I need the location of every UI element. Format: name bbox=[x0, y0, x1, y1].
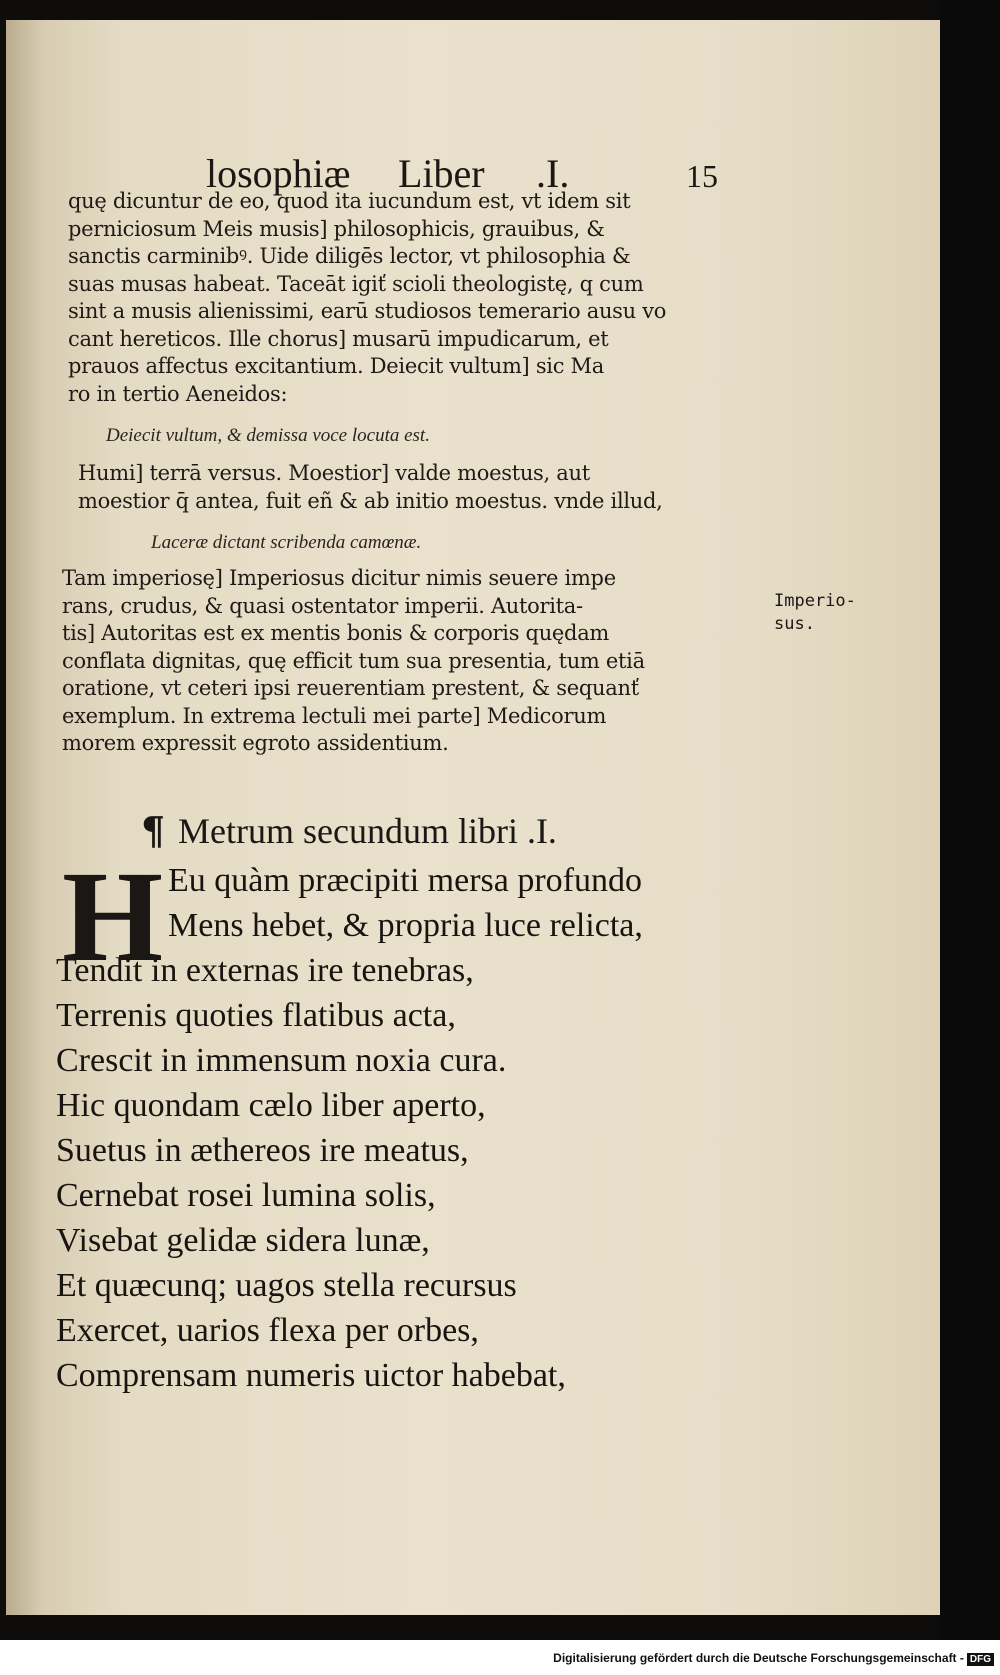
commentary-line: moestior q̄ antea, fuit eñ & ab initio moestus. vnde illud, bbox=[78, 488, 663, 513]
quotation-camoenae: Laceræ dictant scribenda camœnæ. bbox=[151, 532, 422, 553]
commentary-line: conflata dignitas, quę efficit tum sua presentia, tum etiā bbox=[62, 648, 645, 673]
commentary-block-middle bbox=[78, 460, 768, 515]
commentary-block-top bbox=[68, 188, 758, 408]
verse-line: Eu quàm præcipiti mersa profundo bbox=[168, 862, 643, 899]
marginal-note-line: Imperio- bbox=[774, 591, 856, 611]
verse-line: Et quæcunq; uagos stella recursus bbox=[56, 1267, 517, 1304]
commentary-line: oratione, vt ceteri ipsi reuerentiam prestent, & sequanť bbox=[62, 676, 639, 700]
header-title-part: losophiæ bbox=[206, 151, 351, 196]
commentary-line: tis] Autoritas est ex mentis bonis & corporis quędam bbox=[62, 621, 610, 645]
verse-line: Mens hebet, & propria luce relicta, bbox=[168, 907, 643, 944]
drop-capital: H bbox=[62, 845, 164, 989]
book-edge bbox=[940, 0, 1000, 1640]
credit-text: Digitalisierung gefördert durch die Deutsche Forschungsgemeinschaft - bbox=[553, 1651, 964, 1665]
commentary-line: Tam imperiosę] Imperiosus dicitur nimis seuere impe bbox=[62, 566, 616, 590]
marginal-note-line: sus. bbox=[774, 614, 815, 634]
page-number: 15 bbox=[686, 158, 718, 194]
commentary-line: cant hereticos. Ille chorus] musarū impudicarum, et bbox=[68, 326, 609, 351]
commentary-line: suas musas habeat. Taceāt igiť scioli theologistę, q cum bbox=[68, 271, 644, 296]
header-liber: Liber bbox=[398, 151, 485, 196]
commentary-line: rans, crudus, & quasi ostentator imperii. Autorita- bbox=[62, 593, 583, 618]
marginal-note bbox=[774, 590, 856, 636]
quotation-vergil: Deiecit vultum, & demissa voce locuta est. bbox=[106, 425, 430, 446]
verse-line: Hic quondam cælo liber aperto, bbox=[56, 1087, 486, 1124]
verse-line: Exercet, uarios flexa per orbes, bbox=[56, 1312, 479, 1349]
commentary-block-bottom bbox=[62, 565, 752, 758]
commentary-line: ro in tertio Aeneidos: bbox=[68, 381, 288, 406]
verse-line: Visebat gelidæ sidera lunæ, bbox=[56, 1222, 430, 1259]
pilcrow-mark: ¶ bbox=[141, 808, 166, 853]
book-page bbox=[6, 20, 940, 1615]
verse-line: Suetus in æthereos ire meatus, bbox=[56, 1132, 469, 1169]
digitization-credit bbox=[553, 1651, 994, 1666]
verse-line: Tendit in externas ire tenebras, bbox=[56, 952, 474, 989]
verse-line: Comprensam numeris uictor habebat, bbox=[56, 1357, 566, 1394]
verse-opening bbox=[56, 858, 776, 948]
commentary-line: quę dicuntur de eo, quod ita iucundum est, vt idem sit bbox=[68, 189, 631, 213]
verse-body bbox=[56, 948, 776, 1398]
commentary-line: sanctis carminibꝰ. Uide diligēs lector, vt philosophia & bbox=[68, 244, 631, 268]
commentary-line: sint a musis alienissimi, earū studiosos temerario ausu vo bbox=[68, 299, 667, 323]
verse-line: Crescit in immensum noxia cura. bbox=[56, 1042, 507, 1079]
commentary-line: perniciosum Meis musis] philosophicis, grauibus, & bbox=[68, 216, 605, 241]
header-book-number: .I. bbox=[536, 151, 570, 196]
dfg-logo: DFG bbox=[967, 1653, 994, 1666]
commentary-line: Humi] terrā versus. Moestior] valde moestus, aut bbox=[78, 461, 590, 485]
verse-line: Terrenis quoties flatibus acta, bbox=[56, 997, 456, 1034]
commentary-line: prauos affectus excitantium. Deiecit vultum] sic Ma bbox=[68, 354, 604, 378]
commentary-line: morem expressit egroto assidentium. bbox=[62, 731, 449, 755]
commentary-line: exemplum. In extrema lectuli mei parte] Medicorum bbox=[62, 703, 607, 728]
meter-heading: Metrum secundum libri .I. bbox=[178, 811, 557, 851]
verse-line: Cernebat rosei lumina solis, bbox=[56, 1177, 436, 1214]
